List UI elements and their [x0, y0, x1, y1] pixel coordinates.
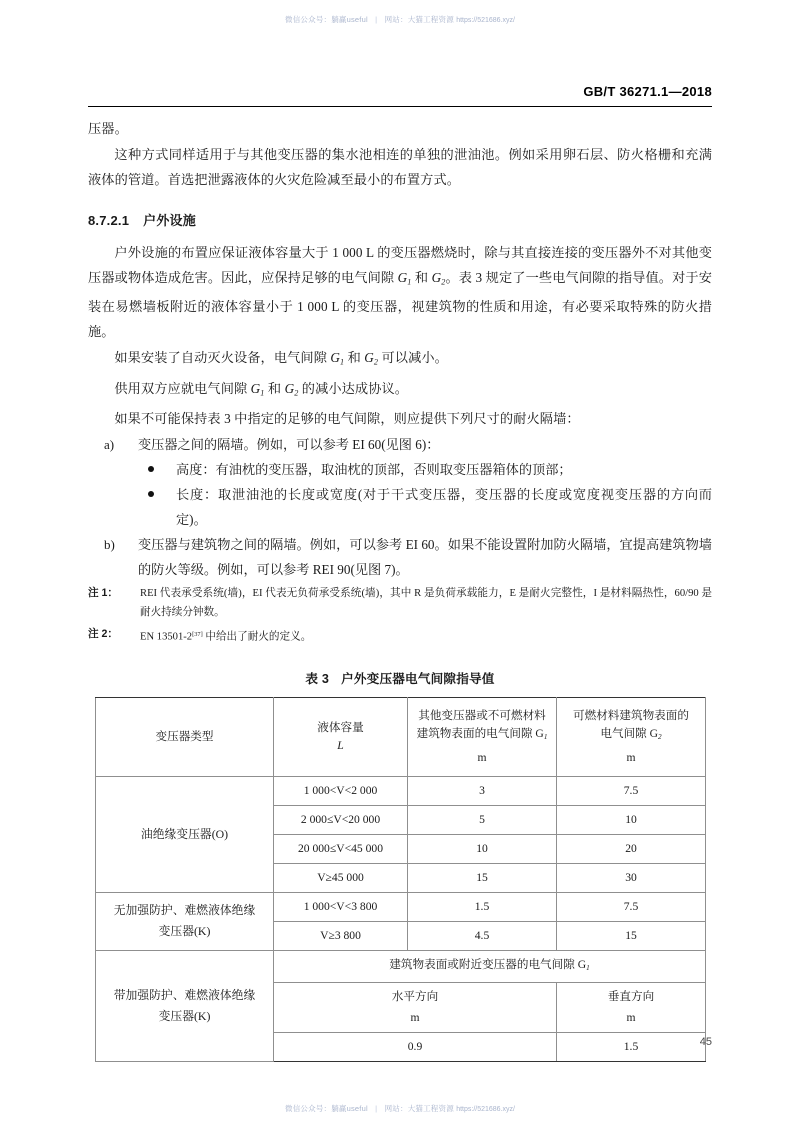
- table-caption: [88, 668, 712, 687]
- page-number: 45: [699, 1036, 712, 1048]
- cell-volume: V≥45 000: [274, 863, 408, 892]
- symbol-g2: $G_2$: [431, 270, 446, 287]
- header-liquid-volume: 液体容量 L: [274, 697, 408, 776]
- paragraph-auto-extinguish: [88, 345, 712, 374]
- para3-text-b: 和: [344, 350, 365, 366]
- watermark-separator: |: [375, 15, 378, 24]
- cell-type-k-unprotected: 无加强防护、难燃液体绝缘 变压器(K): [96, 892, 274, 950]
- para3-text-a: 如果安装了自动灭火设备，电气间隙: [114, 350, 331, 366]
- cell-type-oil-insulated: 油绝缘变压器(O): [96, 776, 274, 892]
- note-2: [88, 625, 712, 647]
- table-row: [96, 950, 706, 982]
- section-number: 8.7.2.1: [88, 213, 130, 228]
- watermark-bottom: [0, 1103, 800, 1114]
- symbol-g2: $G_2$: [364, 350, 379, 367]
- bullet-item-length-text: 长度：取泄油池的长度或宽度(对于干式变压器，变压器的长度或宽度视变压器的方向而定)。: [176, 486, 712, 527]
- paragraph-agreement: [88, 376, 712, 405]
- paragraph-continued: 压器。: [88, 121, 128, 136]
- table-row: [96, 776, 706, 805]
- note-2-text-a: EN 13501-2: [140, 631, 193, 643]
- note-2-reference: [37]: [192, 630, 203, 638]
- para2-text-b: 和: [411, 270, 432, 285]
- para2-text-c: 。表 3 规定了一些电气间隙的指导值。对于安装在易燃墙板附近的液体容量小于 1 000 L 的变压器，视建筑物的性质和用途，有必要采取特殊的防火措施。: [88, 270, 712, 340]
- bullet-dot-icon: [148, 491, 154, 497]
- list-marker-a: a): [104, 436, 115, 452]
- cell-g1: 10: [408, 834, 557, 863]
- cell-span-header-g1: 建筑物表面或附近变压器的电气间隙 $G_1$: [274, 950, 706, 982]
- document-body: [88, 116, 712, 1062]
- paragraph-firewall-intro: 如果不可能保持表 3 中指定的足够的电气间隙，则应提供下列尺寸的耐火隔墙：: [114, 410, 580, 426]
- table-header-row: [96, 697, 706, 776]
- cell-g1: 4.5: [408, 921, 557, 950]
- header-clearance-g2: 可燃材料建筑物表面的 电气间隙 $G_2$ m: [557, 697, 706, 776]
- bullet-item-length: [138, 482, 712, 532]
- watermark-separator: |: [375, 1104, 378, 1113]
- cell-g2: 10: [557, 805, 706, 834]
- symbol-g1: $G_1$: [250, 380, 265, 397]
- cell-direction-horizontal: 水平方向 m: [274, 982, 557, 1032]
- standard-number-header: GB/T 36271.1—2018: [583, 84, 712, 99]
- section-heading-8-7-2-1: [88, 210, 712, 229]
- cell-type-k-protected: 带加强防护、难燃液体绝缘 变压器(K): [96, 950, 274, 1061]
- para4-text-b: 和: [264, 380, 285, 396]
- note-2-label: 注 2：: [88, 627, 119, 640]
- table-caption-label: 表 3: [305, 671, 330, 686]
- clearance-table: [95, 697, 706, 1062]
- cell-value-vertical: 1.5: [557, 1032, 706, 1061]
- lettered-list: [88, 432, 712, 582]
- para3-text-c: 可以减小。: [378, 350, 448, 366]
- cell-volume: 2 000≤V<20 000: [274, 805, 408, 834]
- header-transformer-type: 变压器类型: [96, 697, 274, 776]
- list-marker-b: b): [104, 536, 115, 552]
- table-caption-title: 户外变压器电气间隙指导值: [341, 671, 495, 686]
- cell-value-horizontal: 0.9: [274, 1032, 557, 1061]
- bullet-list-a: [138, 457, 712, 532]
- watermark-site: 网站：大猫工程资源: [384, 15, 454, 24]
- watermark-site: 网站：大猫工程资源: [384, 1104, 454, 1113]
- cell-g1: 15: [408, 863, 557, 892]
- note-1-label: 注 1：: [88, 586, 119, 599]
- cell-g1: 5: [408, 805, 557, 834]
- watermark-url: https://521686.xyz/: [456, 1106, 515, 1113]
- cell-volume: V≥3 800: [274, 921, 408, 950]
- cell-volume: 1 000<V<2 000: [274, 776, 408, 805]
- header-rule: [88, 106, 712, 107]
- symbol-g1: $G_1$: [330, 350, 345, 367]
- header-clearance-g1: 其他变压器或不可燃材料 建筑物表面的电气间隙 $G_1$ m: [408, 697, 557, 776]
- watermark-wechat: 微信公众号：躺赢useful: [285, 1104, 368, 1113]
- watermark-wechat: 微信公众号：躺赢useful: [285, 15, 368, 24]
- list-item-b: [88, 532, 712, 582]
- table-row: [96, 892, 706, 921]
- note-1-text: REI 代表承受系统(墙)，EI 代表无负荷承受系统(墙)，其中 R 是负荷承载能力，E 是耐火完整性，I 是材料隔热性，60/90 是耐火持续分钟数。: [140, 587, 712, 619]
- cell-g1: 1.5: [408, 892, 557, 921]
- para2-text-a: 户外设施的布置应保证液体容量大于 1 000 L 的变压器燃烧时，除与其直接连接的变压器外不对其他变压器或物体造成危害。因此，应保持足够的电气间隙: [88, 245, 712, 285]
- cell-g1: 3: [408, 776, 557, 805]
- list-item-a: [88, 432, 712, 532]
- cell-direction-vertical: 垂直方向 m: [557, 982, 706, 1032]
- cell-g2: 20: [557, 834, 706, 863]
- watermark-top: [0, 14, 800, 25]
- note-1: [88, 584, 712, 623]
- bullet-item-height-text: 高度：有油枕的变压器，取油枕的顶部，否则取变压器箱体的顶部；: [176, 461, 572, 477]
- list-item-b-text: 变压器与建筑物之间的隔墙。例如，可以参考 EI 60。如果不能设置附加防火隔墙，宜提高建筑物墙的防火等级。例如，可以参考 REI 90(见图 7)。: [138, 536, 712, 577]
- cell-volume: 20 000≤V<45 000: [274, 834, 408, 863]
- para4-text-c: 的减小达成协议。: [298, 380, 409, 396]
- cell-g2: 7.5: [557, 892, 706, 921]
- para4-text-a: 供用双方应就电气间隙: [114, 380, 251, 396]
- paragraph-oil-pit: 这种方式同样适用于与其他变压器的集水池相连的单独的泄油池。例如采用卵石层、防火格栅和充满液体的管道。首选把泄露液体的火灾危险减至最小的布置方式。: [88, 147, 712, 187]
- section-title: 户外设施: [143, 213, 196, 228]
- cell-g2: 15: [557, 921, 706, 950]
- watermark-url: https://521686.xyz/: [456, 17, 515, 24]
- paragraph-outdoor-layout: [88, 240, 712, 344]
- list-item-a-text: 变压器之间的隔墙。例如，可以参考 EI 60(见图 6)：: [138, 436, 440, 452]
- symbol-g1: $G_1$: [397, 270, 412, 287]
- cell-g2: 7.5: [557, 776, 706, 805]
- note-2-text-b: 中给出了耐火的定义。: [202, 631, 312, 643]
- bullet-dot-icon: [148, 466, 154, 472]
- bullet-item-height: [138, 457, 712, 482]
- cell-g2: 30: [557, 863, 706, 892]
- cell-volume: 1 000<V<3 800: [274, 892, 408, 921]
- symbol-g2: $G_2$: [284, 380, 299, 397]
